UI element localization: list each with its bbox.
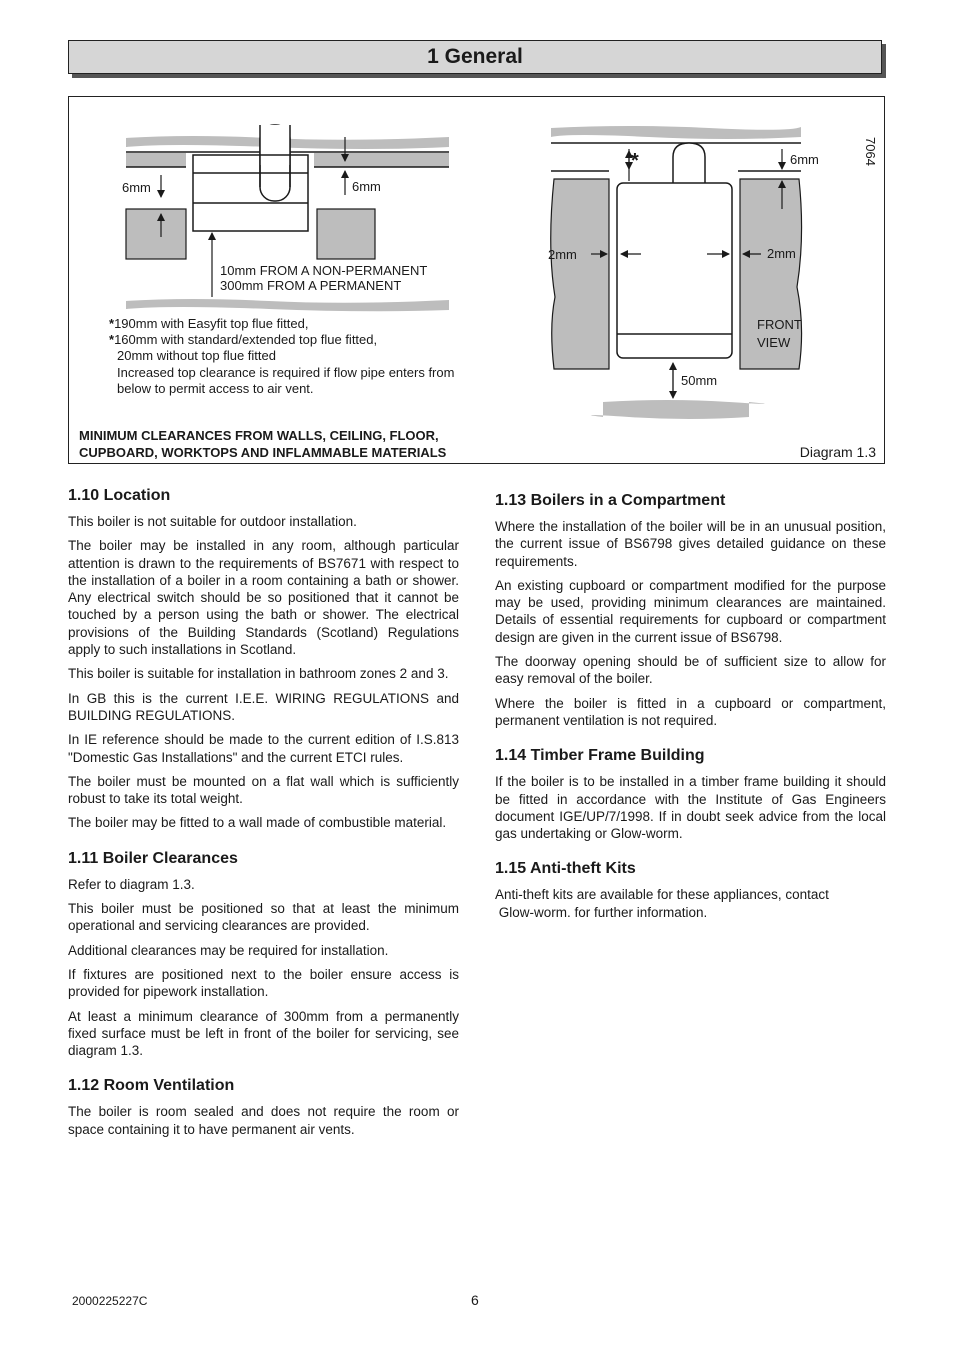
caption-line-1: MINIMUM CLEARANCES FROM WALLS, CEILING, FLOOR, xyxy=(79,428,439,443)
heading-room-ventilation: 1.12 Room Ventilation xyxy=(68,1077,235,1095)
paragraph: Glow-worm. for further information. xyxy=(495,904,708,920)
caption-line-2: CUPBOARD, WORKTOPS AND INFLAMMABLE MATERIALS xyxy=(79,445,447,460)
boiler-front xyxy=(617,183,732,358)
heading-anti-theft-kits: 1.15 Anti-theft Kits xyxy=(495,860,636,878)
paragraph: The boiler must be mounted on a flat wall which is sufficiently robust to take its total weight. xyxy=(68,773,459,807)
paragraph: If fixtures are positioned next to the boiler ensure access is provided for pipework installation. xyxy=(68,966,459,1000)
paragraph: The boiler may be installed in any room, although particular attention is drawn to the requirements of BS7671 with respect to the installation of a boiler in a room containing a bath or shower. Any electrical switch should be so positioned that it cannot be touched by a person using the bath or shower. The electrical provisions of the Building Standards (Scotland) Regulations apply to such installations in Scotland. xyxy=(68,538,459,658)
paragraph: Additional clearances may be required for installation. xyxy=(68,942,389,958)
paragraph: This boiler must be positioned so that at least the minimum operational and servicing clearances are provided. xyxy=(68,901,459,934)
clearance-text-2: 300mm FROM A PERMANENT xyxy=(220,278,402,293)
note-star-1: * xyxy=(109,316,115,331)
front-flue xyxy=(673,143,705,183)
lower-left-slab xyxy=(126,209,186,259)
paragraph: If the boiler is to be installed in a timber frame building it should be fitted in accordance with the Institute of Gas Engineers document IGE/UP/7/1998. If in doubt seek advice from the local gas undertaking or Glow-worm. xyxy=(495,774,886,842)
front-floor-hatch xyxy=(591,400,765,419)
paragraph: At least a minimum clearance of 300mm from a permanently fixed surface must be left in front of the boiler for servicing, see diagram 1.3. xyxy=(68,1008,459,1059)
clearance-diagram xyxy=(68,96,885,464)
dim-side-right-2mm: 2mm xyxy=(767,246,796,261)
front-ceiling-hatch xyxy=(551,126,801,139)
dim-top-6mm: 6mm xyxy=(790,152,819,167)
clearance-diagram-drawing xyxy=(69,97,886,465)
paragraph: In IE reference should be made to the current edition of I.S.813 "Domestic Gas Installations" and the current ETCI rules. xyxy=(68,732,459,765)
paragraph: Where the boiler is fitted in a cupboard or compartment, permanent ventilation is not required. xyxy=(495,695,886,728)
dim-bottom-50mm: 50mm xyxy=(681,373,718,388)
paragraph: Where the installation of the boiler will be in an unusual position, the current issue of BS6798 gives detailed guidance on these requirements. xyxy=(495,519,886,569)
right-column xyxy=(495,492,886,939)
dim-left-6mm: 6mm xyxy=(122,180,151,195)
paragraph: This boiler is not suitable for outdoor installation. xyxy=(68,514,357,529)
heading-boilers-in-compartment: 1.13 Boilers in a Compartment xyxy=(495,492,726,509)
note-line-3: 20mm without top flue fitted xyxy=(117,348,276,364)
paragraph: Anti-theft kits are available for these appliances, contact xyxy=(495,887,829,903)
dim-side-left-2mm: 2mm xyxy=(548,247,577,262)
drawing-ref-number: 7064 xyxy=(863,137,878,166)
section-1-14 xyxy=(495,747,886,842)
section-1-13 xyxy=(495,492,886,729)
page-number: 6 xyxy=(471,1292,479,1308)
lower-right-slab xyxy=(317,209,375,259)
paragraph: The boiler is room sealed and does not require the room or space containing it to have permanent air vents. xyxy=(68,1104,459,1137)
dim-right-6mm: 6mm xyxy=(352,179,381,194)
paragraph: An existing cupboard or compartment modified for the purpose may be used, providing minimum clearances are maintained. Details of essential requirements for cupboard or compartment design are given in the current issue of BS6798. xyxy=(495,577,886,645)
diagram-caption xyxy=(79,427,559,461)
paragraph: The doorway opening should be of sufficient size to allow for easy removal of the boiler. xyxy=(495,654,886,687)
front-star: * xyxy=(631,150,639,172)
note-line-2: 160mm with standard/extended top flue fitted, xyxy=(114,332,378,348)
paragraph: Refer to diagram 1.3. xyxy=(68,876,195,892)
note-line-4: Increased top clearance is required if flow pipe enters from xyxy=(117,364,455,380)
front-left-wall xyxy=(551,179,609,369)
floor-hatch xyxy=(126,299,449,311)
section-1-11 xyxy=(68,850,459,1060)
heading-boiler-clearances: 1.11 Boiler Clearances xyxy=(68,849,238,867)
page-title: 1 General xyxy=(68,40,882,74)
left-column xyxy=(68,487,459,1156)
heading-location: 1.10 Location xyxy=(68,487,171,504)
heading-timber-frame: 1.14 Timber Frame Building xyxy=(495,747,705,765)
section-1-15 xyxy=(495,860,886,921)
paragraph: The boiler may be fitted to a wall made of combustible material. xyxy=(68,815,447,831)
section-1-12 xyxy=(68,1077,459,1138)
note-line-1: 190mm with Easyfit top flue fitted, xyxy=(114,316,309,331)
section-1-10 xyxy=(68,487,459,832)
upper-right-slab xyxy=(314,153,449,167)
upper-left-slab xyxy=(126,153,186,167)
paragraph: In GB this is the current I.E.E. WIRING REGULATIONS and BUILDING REGULATIONS. xyxy=(68,690,459,723)
document-number: 2000225227C xyxy=(72,1294,148,1308)
clearance-text-1: 10mm FROM A NON-PERMANENT xyxy=(220,263,428,278)
front-label: FRONT xyxy=(757,317,802,332)
view-label: VIEW xyxy=(757,335,791,350)
clearance-note xyxy=(109,316,529,397)
note-star-2: * xyxy=(109,332,115,348)
note-line-5: below to permit access to air vent. xyxy=(117,380,314,396)
paragraph: This boiler is suitable for installation in bathroom zones 2 and 3. xyxy=(68,666,449,682)
diagram-number: Diagram 1.3 xyxy=(799,444,876,460)
